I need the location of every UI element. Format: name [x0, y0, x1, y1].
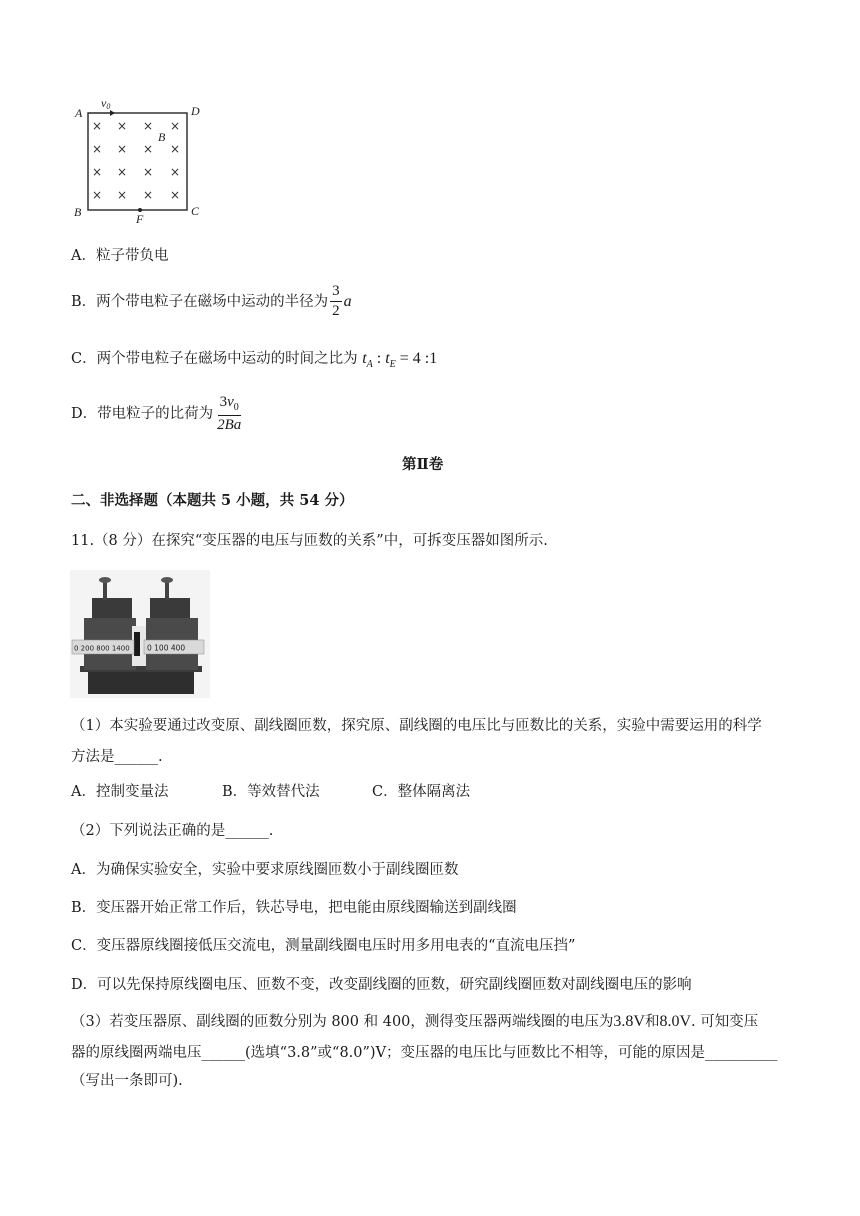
q10-option-a: A．粒子带负电: [71, 248, 169, 264]
cross-mark: ×: [143, 165, 154, 179]
cross-mark: ×: [92, 188, 103, 202]
fraction-numerator: $3v_0$: [218, 395, 241, 416]
cross-mark: ×: [117, 119, 128, 133]
t-symbol: t: [362, 350, 367, 367]
label-c: C: [191, 204, 200, 218]
label-a: A: [75, 106, 83, 120]
cross-marks: [92, 119, 180, 202]
cross-mark: ×: [170, 165, 181, 179]
section-heading: 二、非选择题（本题共 5 小题，共 54 分）: [71, 492, 354, 509]
q11-intro: 11.（8 分）在探究“变压器的电压与匝数的关系”中，可拆变压器如图所示.: [71, 533, 548, 549]
q10-option-d-text: D．带电粒子的比荷为: [71, 406, 214, 422]
q11-part3-line2: 器的原线圈两端电压______(选填“3.8”或“8.0”)V；变压器的电压比与匝数比不相等，可能的原因是__________: [71, 1045, 778, 1061]
cross-mark: ×: [143, 142, 154, 156]
fraction-denominator: 2Ba: [217, 417, 242, 433]
q10-option-b-text: B．两个带电粒子在磁场中运动的半径为: [71, 293, 329, 310]
time-ratio-formula: [362, 350, 438, 371]
colon: :: [376, 350, 382, 367]
q11-part2-stem: （2）下列说法正确的是______.: [71, 823, 274, 839]
q10-option-d: [71, 395, 245, 433]
label-b-field: B: [158, 130, 166, 144]
velocity-arrow: [110, 110, 115, 116]
cross-mark: ×: [117, 165, 128, 179]
fraction-numerator: 3: [330, 284, 342, 302]
q10-option-c-text: C．两个带电粒子在磁场中运动的时间之比为: [71, 351, 358, 367]
q11-part3-text-end: . 可知变压: [691, 1014, 759, 1030]
charge-mass-ratio-fraction: [215, 395, 243, 433]
cross-mark: ×: [92, 142, 103, 156]
q11-part1-line1: （1）本实验要通过改变原、副线圈匝数，探究原、副线圈的电压比与匝数比的关系，实验中需要运用的科学: [71, 718, 762, 734]
q11-part2-option-c: C．变压器原线圈接低压交流电，测量副线圈电压时用多用电表的“直流电压挡”: [71, 938, 576, 954]
q11-part2-option-d: D．可以先保持原线圈电压、匝数不变，改变副线圈的匝数，研究副线圈匝数对副线圈电压的影响: [71, 977, 692, 993]
subscript-a: A: [366, 359, 373, 371]
subscript-e: E: [389, 359, 396, 371]
q11-part3-line3: （写出一条即可).: [71, 1073, 183, 1089]
q11-part3-text: （3）若变压器原、副线圈的匝数分别为 800 和 400，测得变压器两端线圈的电压为: [71, 1014, 614, 1030]
voltage-value-1: 3.8V: [613, 1013, 645, 1030]
label-d: D: [191, 104, 200, 118]
variable-a: a: [343, 292, 352, 310]
transformer-photo: [70, 570, 210, 698]
conjunction: 和: [644, 1014, 660, 1030]
cross-mark: ×: [92, 165, 103, 179]
cross-mark: ×: [170, 119, 181, 133]
q10-option-c: [71, 350, 437, 374]
fraction-denominator: 2: [332, 303, 340, 319]
cross-mark: ×: [170, 188, 181, 202]
q11-part1-option-a: A．控制变量法: [71, 784, 169, 800]
volume-title: 第Ⅱ卷: [402, 456, 444, 473]
q11-part1-option-b: B．等效替代法: [222, 784, 320, 800]
magnetic-field-figure: [70, 95, 205, 230]
cross-mark: ×: [117, 142, 128, 156]
cross-mark: ×: [92, 119, 103, 133]
secondary-coil-scale: 0 100 400: [147, 643, 186, 653]
q11-part2-option-b: B．变压器开始正常工作后，铁芯导电，把电能由原线圈输送到副线圈: [71, 900, 517, 916]
cross-mark: ×: [117, 188, 128, 202]
cross-mark: ×: [143, 188, 154, 202]
t-symbol: t: [385, 350, 390, 367]
q10-option-b: [71, 284, 352, 319]
q11-part2-option-a: A．为确保实验安全，实验中要求原线圈匝数小于副线圈匝数: [71, 862, 459, 878]
label-f: F: [136, 212, 144, 226]
label-b-corner: B: [74, 205, 82, 219]
ratio-value: = 4 :1: [399, 350, 438, 367]
cross-mark: ×: [143, 119, 154, 133]
fraction-3-over-2: [330, 284, 342, 319]
q11-part3-line1: [71, 1013, 758, 1031]
q11-part1-line2: 方法是______.: [71, 749, 163, 765]
voltage-value-2: 8.0V: [659, 1013, 692, 1030]
q11-part1-option-c: C．整体隔离法: [372, 784, 471, 800]
cross-mark: ×: [170, 142, 181, 156]
primary-coil-scale: 0 200 800 1400: [74, 644, 130, 653]
label-v0: v0: [101, 96, 111, 111]
